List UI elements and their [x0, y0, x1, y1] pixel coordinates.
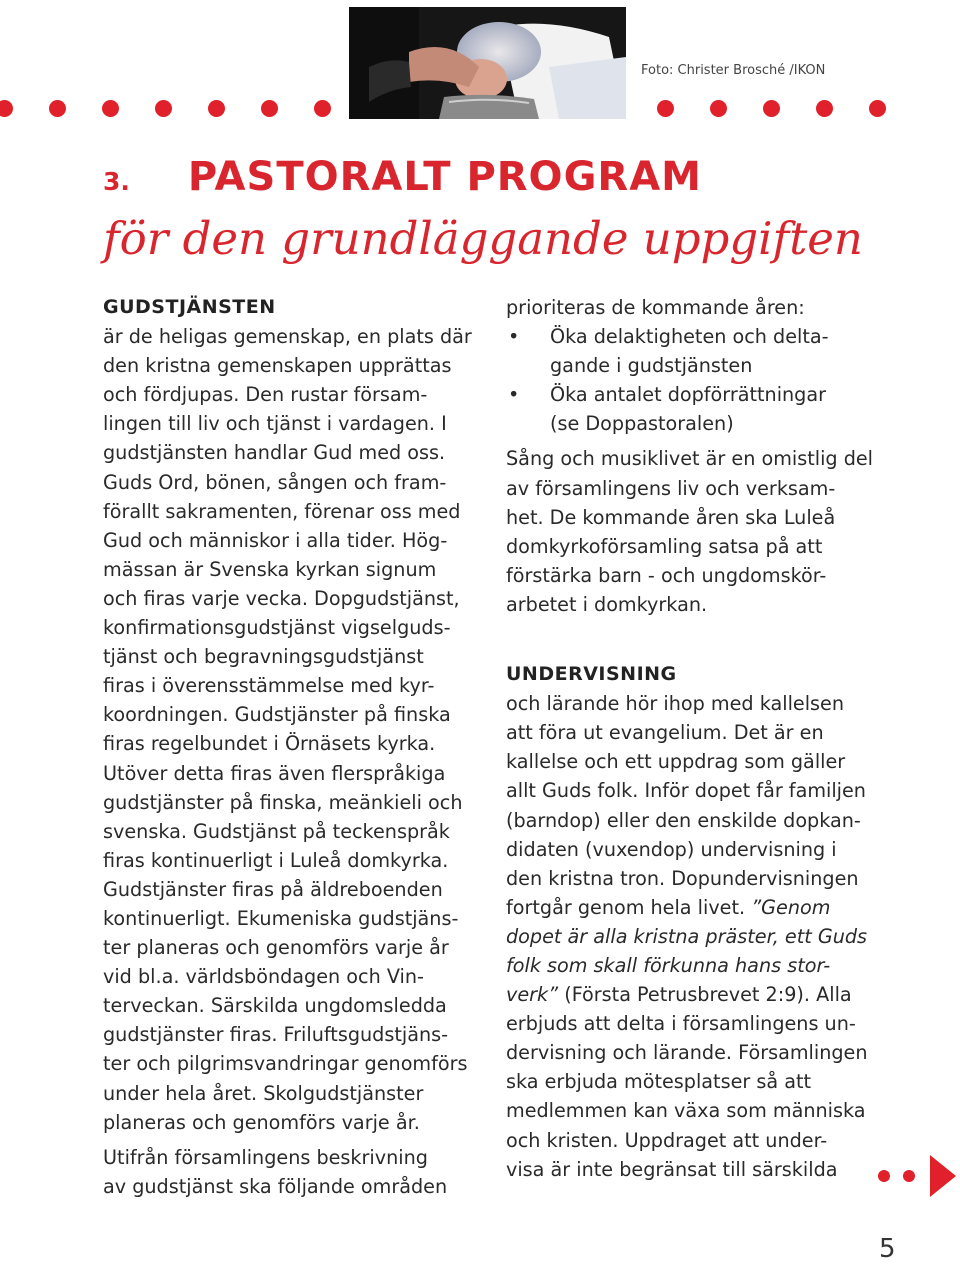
text-line: Gud och människor i alla tider. Hög-: [103, 528, 448, 552]
text-line: konfirmationsgudstjänst vigselguds-: [103, 616, 451, 640]
text-line: allt Guds folk. Inför dopet får familjen: [506, 779, 866, 803]
left-column: [103, 293, 483, 1201]
text-line: mässan är Svenska kyrkan signum: [103, 557, 437, 581]
decor-dot: [314, 100, 331, 117]
text-line: [506, 951, 886, 980]
text-line: tjänst och begravningsgudstjänst: [103, 645, 424, 669]
text-line: lingen till liv och tjänst i vardagen. I: [103, 412, 447, 436]
text-line: medlemmen kan växa som människa: [506, 1099, 866, 1123]
text-line: och firas varje vecka. Dopgudstjänst,: [103, 586, 460, 610]
decor-dot: [869, 100, 886, 117]
text-line: under hela året. Skolgudstjänster: [103, 1081, 424, 1105]
priorities-intro: prioriteras de kommande åren:: [506, 296, 805, 319]
bullet-text: gande i gudstjänsten: [550, 354, 753, 378]
text-line: het. De kommande åren ska Luleå: [506, 505, 836, 529]
photo-credit: Foto: Christer Brosché /IKON: [641, 63, 826, 78]
quote-span: verk”: [506, 983, 559, 1007]
text-line: visa är inte begränsat till särskilda: [506, 1157, 838, 1181]
text-line: av gudstjänst ska följande områden: [103, 1174, 448, 1198]
bullet-text: Öka antalet dopförrättningar: [550, 383, 827, 407]
decor-dot: [763, 100, 780, 117]
text-line: förstärka barn - och ungdomskör-: [506, 563, 827, 587]
dot-row-right: [657, 100, 886, 117]
text-line: didaten (vuxendop) undervisning i: [506, 837, 837, 861]
quote-span: ”Genom: [751, 895, 831, 919]
decor-dot: [261, 100, 278, 117]
decor-dot: [816, 100, 833, 117]
text-line: gudstjänsten handlar Gud med oss.: [103, 441, 446, 465]
text-line: [506, 922, 886, 951]
baptism-photo: [349, 7, 626, 119]
decor-dot: [0, 100, 13, 117]
text-line: [506, 980, 886, 1009]
text-line: och kristen. Uppdraget att under-: [506, 1128, 828, 1152]
text-span: fortgår genom hela livet.: [506, 895, 752, 919]
gudstjansten-heading: GUDSTJÄNSTEN: [103, 296, 276, 318]
text-line: vid bl.a. världsböndagen och Vin-: [103, 965, 424, 989]
text-line: ter och pilgrimsvandringar genomförs: [103, 1052, 468, 1076]
text-line: ska erbjuda mötesplatser så att: [506, 1070, 812, 1094]
text-line: dervisning och lärande. Församlingen: [506, 1041, 868, 1065]
text-line: [506, 893, 886, 922]
text-line: firas i överensstämmelse med kyr-: [103, 674, 435, 698]
text-line: och lärande hör ihop med kallelsen: [506, 692, 844, 716]
continue-arrow-icon: [876, 1152, 956, 1200]
text-line: och fördjupas. Den rustar försam-: [103, 383, 428, 407]
text-line: erbjuds att delta i församlingens un-: [506, 1012, 856, 1036]
text-line: (barndop) eller den enskilde dopkan-: [506, 808, 861, 832]
text-line: planeras och genomförs varje år.: [103, 1110, 420, 1134]
bullet-mark: •: [508, 325, 520, 349]
decor-dot: [657, 100, 674, 117]
dot-row-left: [0, 100, 367, 117]
text-line: att föra ut evangelium. Det är en: [506, 721, 824, 745]
text-line: kallelse och ett uppdrag som gäller: [506, 750, 846, 774]
undervisning-heading: UNDERVISNING: [506, 663, 677, 686]
right-column: [506, 293, 886, 1184]
text-line: förallt sakramenten, förenar oss med: [103, 499, 461, 523]
text-line: den kristna tron. Dopundervisningen: [506, 866, 859, 890]
text-line: Utifrån församlingens beskrivning: [103, 1145, 428, 1169]
decor-dot: [208, 100, 225, 117]
decor-dot: [155, 100, 172, 117]
text-span: (Första Petrusbrevet 2:9). Alla: [558, 983, 852, 1007]
text-line: koordningen. Gudstjänster på finska: [103, 703, 451, 727]
text-line: gudstjänster på finska, meänkieli och: [103, 790, 463, 814]
section-title: PASTORALT PROGRAM: [187, 154, 702, 200]
page-number: 5: [879, 1234, 896, 1264]
text-line: svenska. Gudstjänst på teckenspråk: [103, 819, 450, 843]
decor-dot: [102, 100, 119, 117]
text-line: Gudstjänster firas på äldreboenden: [103, 877, 443, 901]
section-subtitle: för den grundläggande uppgiften: [103, 212, 863, 265]
bullet-text: (se Doppastoralen): [550, 412, 734, 436]
bullet-text: Öka delaktigheten och delta-: [550, 325, 829, 349]
text-line: firas kontinuerligt i Luleå domkyrka.: [103, 848, 449, 872]
text-line: kontinuerligt. Ekumeniska gudstjäns-: [103, 906, 459, 930]
text-line: terveckan. Särskilda ungdomsledda: [103, 994, 447, 1018]
text-line: den kristna gemenskapen upprättas: [103, 354, 452, 378]
text-line: Guds Ord, bönen, sången och fram-: [103, 470, 447, 494]
text-line: domkyrkoförsamling satsa på att: [506, 534, 823, 558]
bullet-item: [506, 380, 886, 438]
bullet-mark: •: [508, 383, 520, 407]
text-line: är de heligas gemenskap, en plats där: [103, 325, 472, 349]
section-heading: [103, 154, 702, 200]
text-line: ter planeras och genomförs varje år: [103, 936, 449, 960]
text-line: arbetet i domkyrkan.: [506, 592, 708, 616]
bullet-item: [506, 322, 886, 380]
decor-dot: [49, 100, 66, 117]
text-line: Sång och musiklivet är en omistlig del: [506, 447, 874, 471]
quote-span: dopet är alla kristna präster, ett Guds: [506, 924, 868, 948]
text-line: Utöver detta firas även flerspråkiga: [103, 761, 446, 785]
text-line: av församlingens liv och verksam-: [506, 476, 836, 500]
baptism-photo-illustration: [349, 7, 626, 119]
text-line: firas regelbundet i Örnäsets kyrka.: [103, 732, 436, 756]
quote-span: folk som skall förkunna hans stor-: [506, 953, 831, 977]
decor-dot: [710, 100, 727, 117]
section-number: 3.: [103, 167, 130, 196]
text-line: gudstjänster firas. Friluftsgudstjäns-: [103, 1023, 449, 1047]
